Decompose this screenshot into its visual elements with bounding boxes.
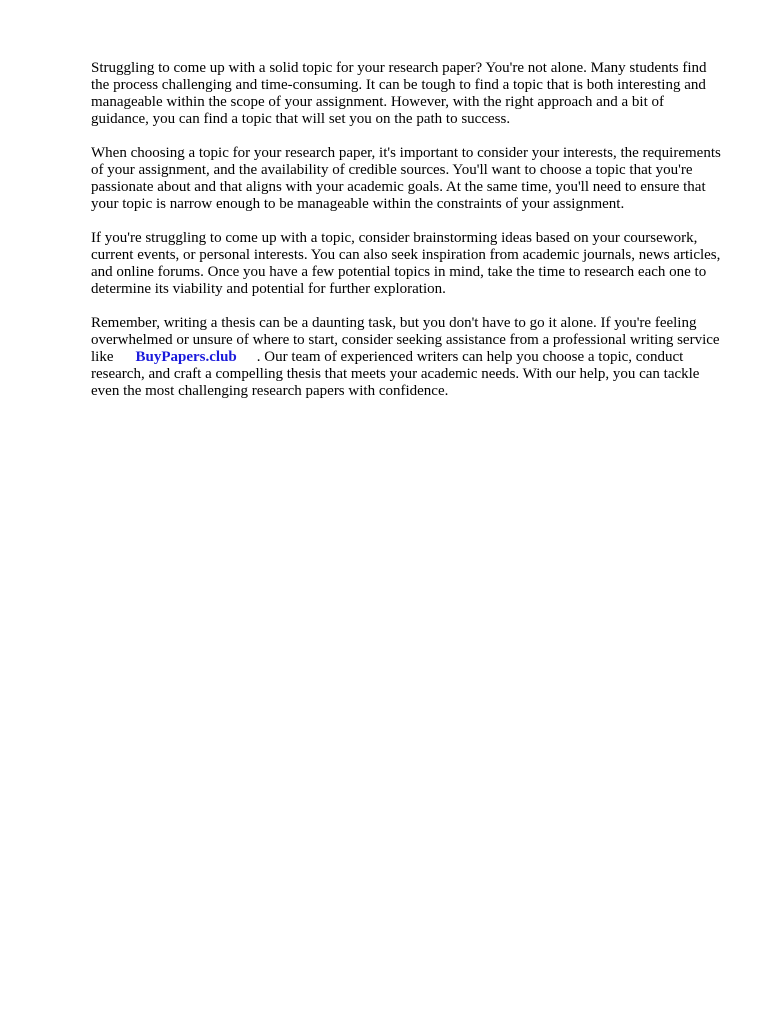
paragraph-choosing-topic: When choosing a topic for your research paper, it's important to consider your interests, the requirements of your assignment, and the availability of credible sources. You'll want to choose a topic that you're passionate about and that aligns with your academic goals. At the same time, you'll need to ensure that your topic is narrow enough to be manageable within the constraints of your assignment. — [91, 145, 721, 212]
paragraph-assistance-text-after: . Our team of experienced writers can help you choose a topic, conduct research, and craft a compelling thesis that meets your academic needs. With our help, you can tackle even the most challenging research papers with confidence. — [91, 349, 700, 399]
paragraph-brainstorming: If you're struggling to come up with a topic, consider brainstorming ideas based on your coursework, current events, or personal interests. You can also seek inspiration from academic journals, news articles, and online forums. Once you have a few potential topics in mind, take the time to research each one to determine its viability and potential for further exploration. — [91, 230, 721, 297]
paragraph-intro: Struggling to come up with a solid topic for your research paper? You're not alone. Many students find the process challenging and time-consuming. It can be tough to find a topic that is both interesting and manageable within the scope of your assignment. However, with the right approach and a bit of guidance, you can find a topic that will set you on the path to success. — [91, 60, 707, 127]
document-page — [91, 60, 723, 417]
paragraph-assistance-text-before: Remember, writing a thesis can be a daunting task, but you don't have to go it alone. If you're feeling overwhelmed or unsure of where to start, consider seeking assistance from a professional writing service like — [91, 315, 720, 365]
paragraph-assistance — [91, 315, 723, 400]
buypapers-link[interactable]: BuyPapers.club — [135, 349, 237, 365]
